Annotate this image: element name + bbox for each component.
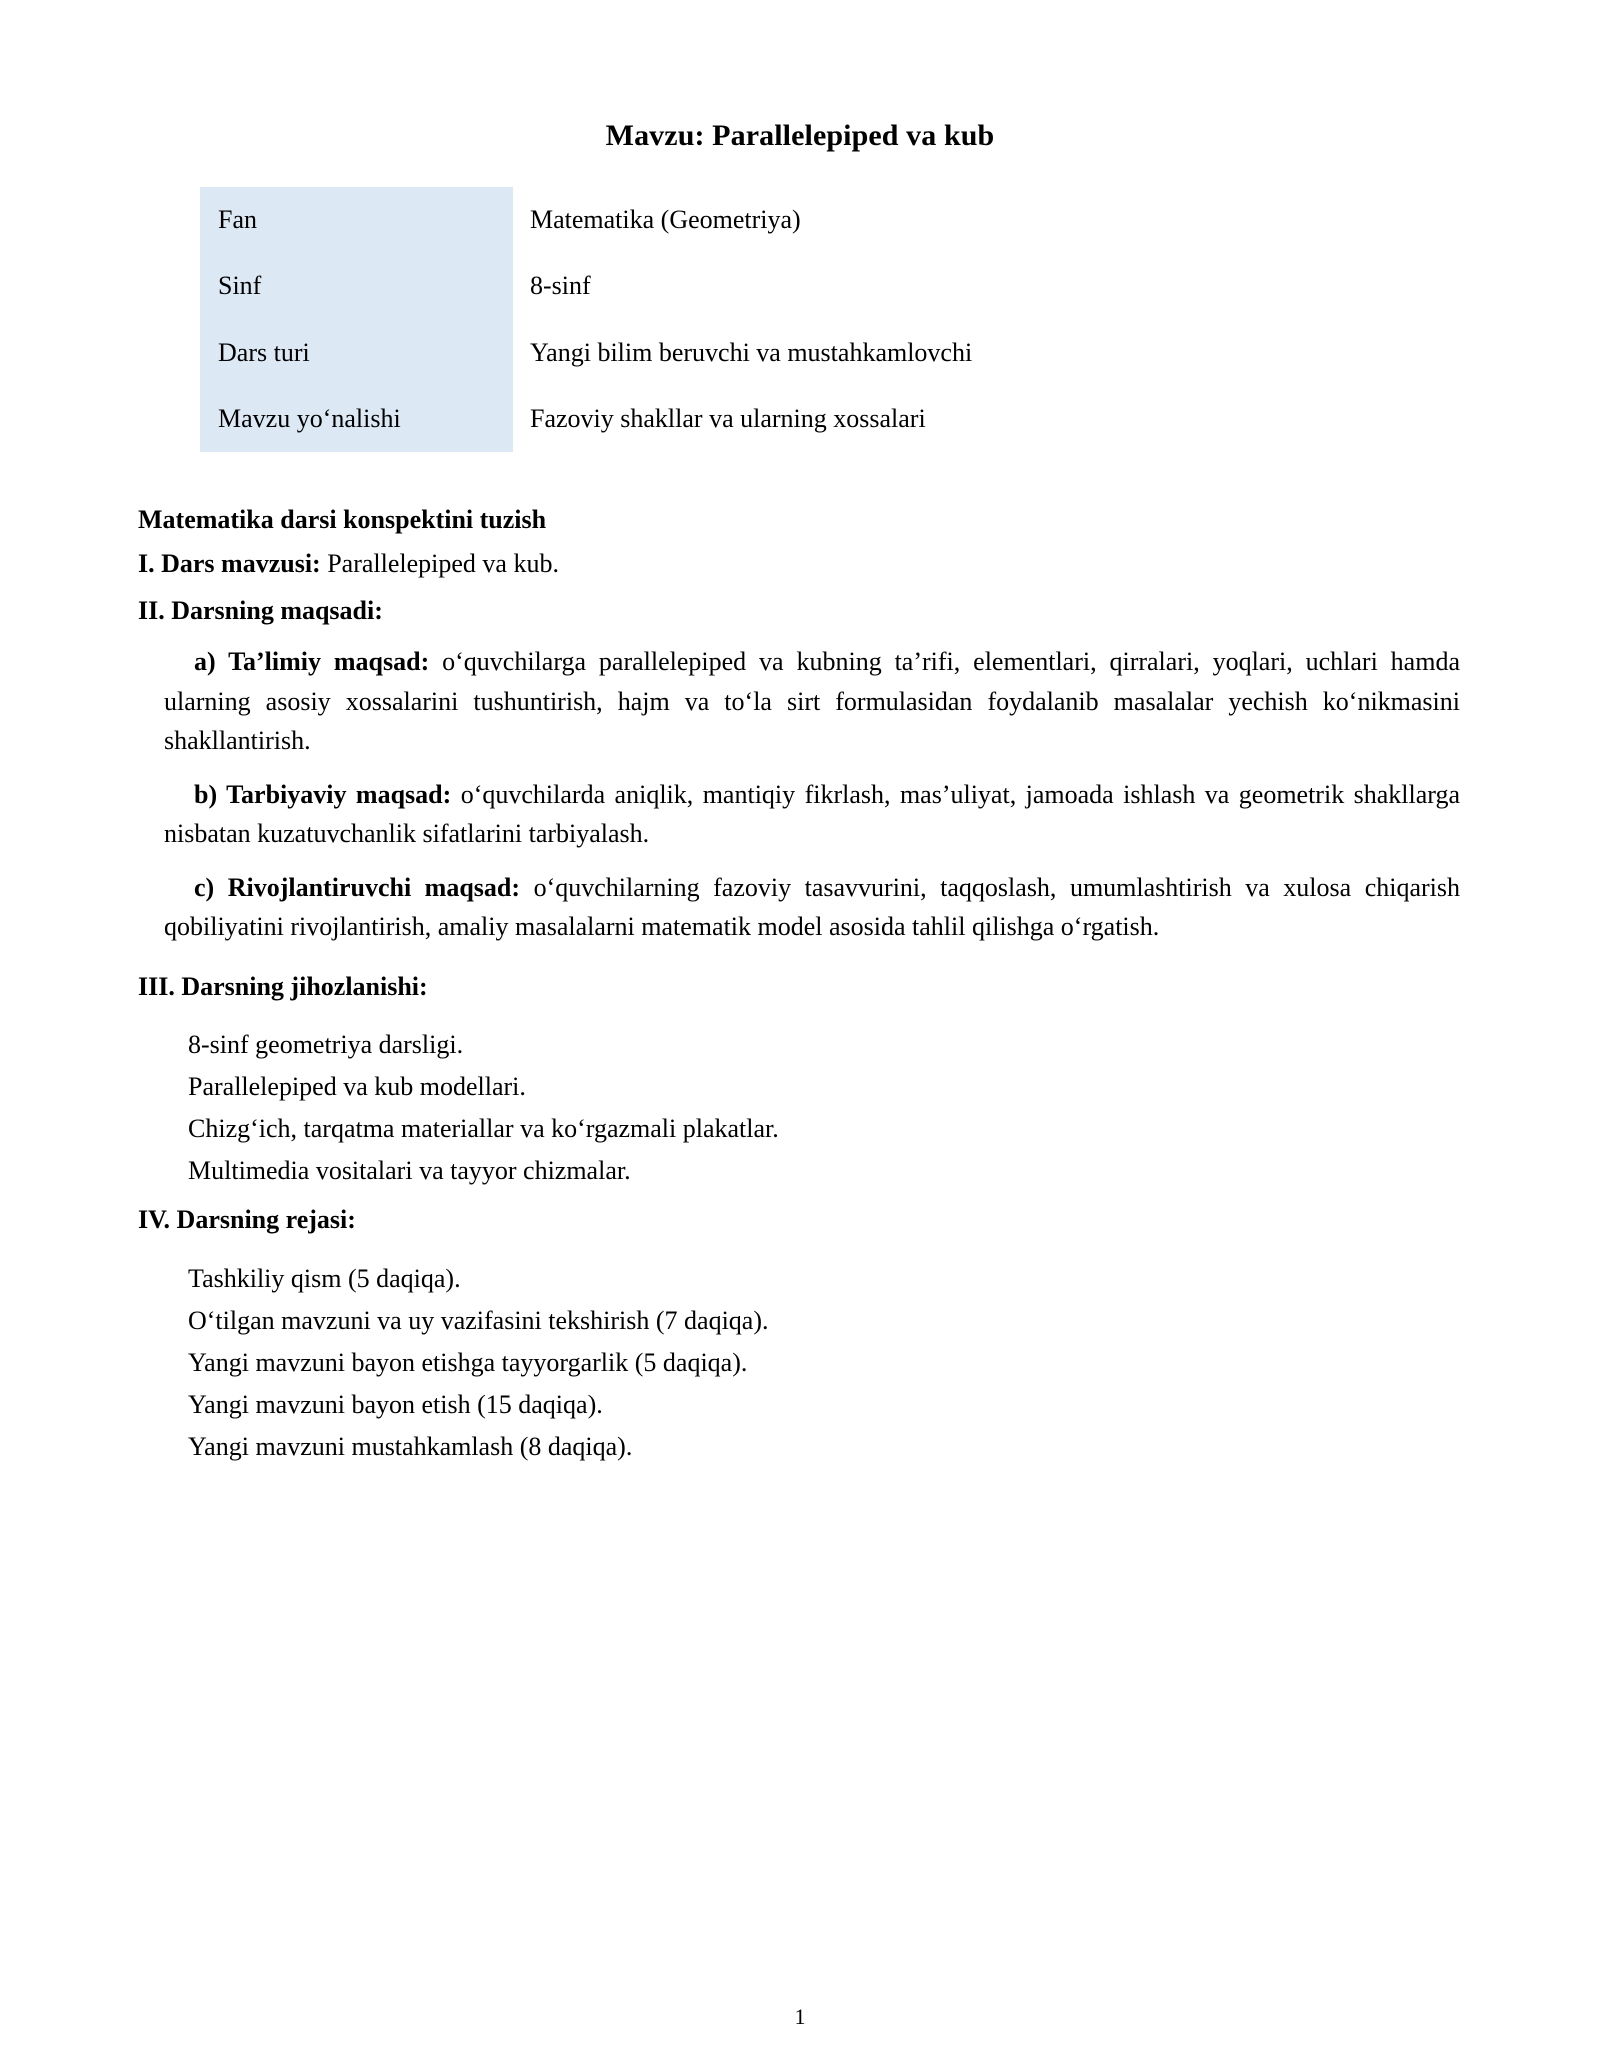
info-label-dars-turi: Dars turi — [200, 320, 513, 386]
document-body — [138, 452, 1460, 1468]
goal-label-tarbiyaviy: b) Tarbiyaviy maqsad: — [194, 779, 452, 809]
goal-text-tarbiyaviy: o‘quvchilarda aniqlik, mantiqiy fikrlash, mas’uliyat, jamoada ishlash va geometrik shakllarga nisbatan kuzatuvchanlik sifatlarini tarbiyalash. — [164, 779, 1461, 849]
page-title: Mavzu: Parallelepiped va kub — [605, 119, 995, 152]
info-value-sinf: 8-sinf — [513, 253, 1350, 319]
goal-label-talimiy: a) Ta’limiy maqsad: — [194, 647, 430, 677]
list-item: Multimedia vositalari va tayyor chizmalar. — [188, 1156, 631, 1186]
section-2-heading: II. Darsning maqsadi: — [138, 596, 383, 626]
list-item: O‘tilgan mavzuni va uy vazifasini tekshirish (7 daqiqa). — [188, 1305, 769, 1335]
section-1-label: I. Dars mavzusi: — [138, 549, 321, 579]
table-row — [200, 253, 1350, 319]
info-value-dars-turi: Yangi bilim beruvchi va mustahkamlovchi — [513, 320, 1350, 386]
list-item: Parallelepiped va kub modellari. — [188, 1072, 526, 1102]
info-value-mavzu-yonalishi: Fazoviy shakllar va ularning xossalari — [513, 386, 1350, 452]
section-3-heading: III. Darsning jihozlanishi: — [138, 971, 428, 1001]
list-item: 8-sinf geometriya darsligi. — [188, 1030, 464, 1060]
info-value-fan: Matematika (Geometriya) — [513, 187, 1350, 253]
info-label-mavzu-yonalishi: Mavzu yo‘nalishi — [200, 386, 513, 452]
section-1-text: Parallelepiped va kub. — [320, 549, 559, 579]
goal-paragraph-rivojlantiruvchi — [138, 854, 1460, 947]
goal-text-rivojlantiruvchi: o‘quvchilarning fazoviy tasavvurini, taqqoslash, umumlashtirish va xulosa chiqarish qobiliyatini rivojlantirish, amaliy masalalarni matematik model asosida tahlil qilishga o‘rgatish. — [164, 872, 1461, 942]
list-item: Tashkiliy qism (5 daqiqa). — [188, 1263, 461, 1293]
goal-paragraph-talimiy — [138, 628, 1460, 761]
section-4-heading: IV. Darsning rejasi: — [138, 1205, 356, 1235]
table-row — [200, 187, 1350, 253]
list-item: Chizg‘ich, tarqatma materiallar va ko‘rgazmali plakatlar. — [188, 1114, 779, 1144]
lesson-info-table — [200, 187, 1350, 452]
info-table-body — [200, 187, 1350, 452]
page-number: 1 — [794, 2004, 806, 2029]
goal-paragraph-tarbiyaviy — [138, 761, 1460, 854]
list-item: Yangi mavzuni bayon etishga tayyorgarlik (5 daqiqa). — [188, 1347, 748, 1377]
lesson-plan-list — [138, 1238, 1460, 1469]
konspekt-heading: Matematika darsi konspektini tuzish — [138, 505, 547, 535]
list-item: Yangi mavzuni mustahkamlash (8 daqiqa). — [188, 1432, 633, 1462]
info-label-sinf: Sinf — [200, 253, 513, 319]
goal-text-talimiy: o‘quvchilarga parallelepiped va kubning ta’rifi, elementlari, qirralari, yoqlari, uchlari hamda ularning asosiy xossalarini tushuntirish, hajm va to‘la sirt formulasidan foydalanib masalalar yechish ko‘nikmasini shakllantirish. — [164, 647, 1460, 756]
section-1-line — [138, 537, 1460, 583]
table-row — [200, 320, 1350, 386]
list-item: Yangi mavzuni bayon etish (15 daqiqa). — [188, 1389, 603, 1419]
goal-label-rivojlantiruvchi: c) Rivojlantiruvchi maqsad: — [194, 872, 521, 902]
equipment-list — [138, 1004, 1460, 1192]
info-label-fan: Fan — [200, 187, 513, 253]
table-row — [200, 386, 1350, 452]
